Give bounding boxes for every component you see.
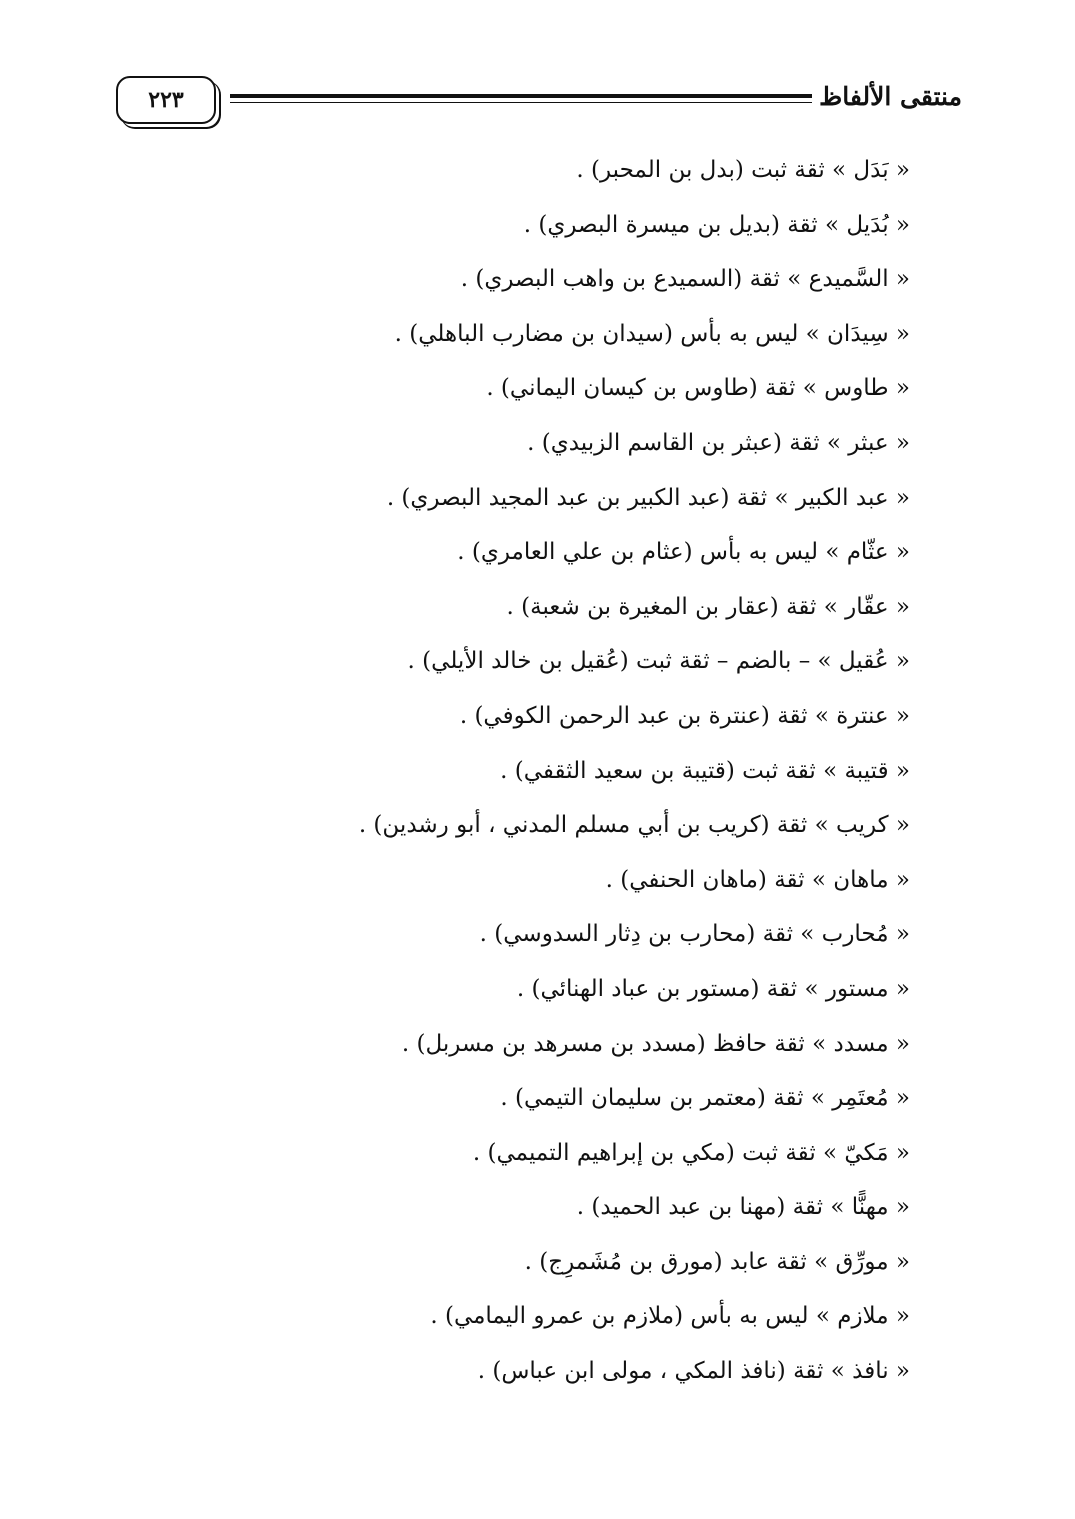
list-item: « ماهان » ثقة (ماهان الحنفي) . <box>605 866 910 893</box>
list-item: « عبثر » ثقة (عبثر بن القاسم الزبيدي) . <box>527 429 910 456</box>
list-item: « مهنًّا » ثقة (مهنا بن عبد الحميد) . <box>576 1194 910 1221</box>
list-item: « قتيبة » ثقة ثبت (قتيبة بن سعيد الثقفي) . <box>500 757 910 784</box>
list-item: « ملازم » ليس به بأس (ملازم بن عمرو اليمامي) . <box>430 1303 910 1330</box>
list-item: « عُقيل » – بالضم – ثقة ثبت (عُقيل بن خالد الأيلي) . <box>407 648 910 675</box>
list-item: « كريب » ثقة (كريب بن أبي مسلم المدني ، أبو رشدين) . <box>358 812 910 839</box>
list-item: « سِيدَان » ليس به بأس (سيدان بن مضارب الباهلي) . <box>394 320 910 347</box>
list-item: « عثّام » ليس به بأس (عثام بن علي العامري) . <box>457 539 910 566</box>
list-item: « مسدد » ثقة حافظ (مسدد بن مسرهد بن مسربل) . <box>401 1030 910 1057</box>
page-header <box>112 72 962 132</box>
list-item: « عقّار » ثقة (عقار بن المغيرة بن شعبة) . <box>506 593 910 620</box>
list-item: « عبد الكبير » ثقة (عبد الكبير بن عبد المجيد البصري) . <box>386 484 910 511</box>
list-item: « عنترة » ثقة (عنترة بن عبد الرحمن الكوفي) . <box>459 702 910 729</box>
list-item: « بُدَيل » ثقة (بديل بن ميسرة البصري) . <box>523 211 910 238</box>
list-item: « طاوس » ثقة (طاوس بن كيسان اليماني) . <box>486 375 910 402</box>
list-item: « السَّميدع » ثقة (السميدع بن واهب البصري) . <box>460 266 910 293</box>
list-item: « مستور » ثقة (مستور بن عباد الهنائي) . <box>516 975 910 1002</box>
book-title: منتقى الألفاظ <box>819 82 962 111</box>
list-item: « مورِّق » ثقة عابد (مورق بن مُشَمرِج) . <box>524 1248 910 1275</box>
entry-list <box>130 143 910 1399</box>
list-item: « نافذ » ثقة (نافذ المكي ، مولى ابن عباس) . <box>477 1358 910 1385</box>
list-item: « مُعتَمِر » ثقة (معتمر بن سليمان التيمي) . <box>500 1085 910 1112</box>
list-item: « مُحارب » ثقة (محارب بن دِثار السدوسي) . <box>479 921 910 948</box>
list-item: « مَكيّ » ثقة ثبت (مكي بن إبراهيم التميمي) . <box>472 1139 910 1166</box>
page-number: ٢٢٣ <box>116 76 216 124</box>
list-item: « بَدَل » ثقة ثبت (بدل بن المحبر) . <box>576 157 910 183</box>
header-rule <box>230 94 812 103</box>
